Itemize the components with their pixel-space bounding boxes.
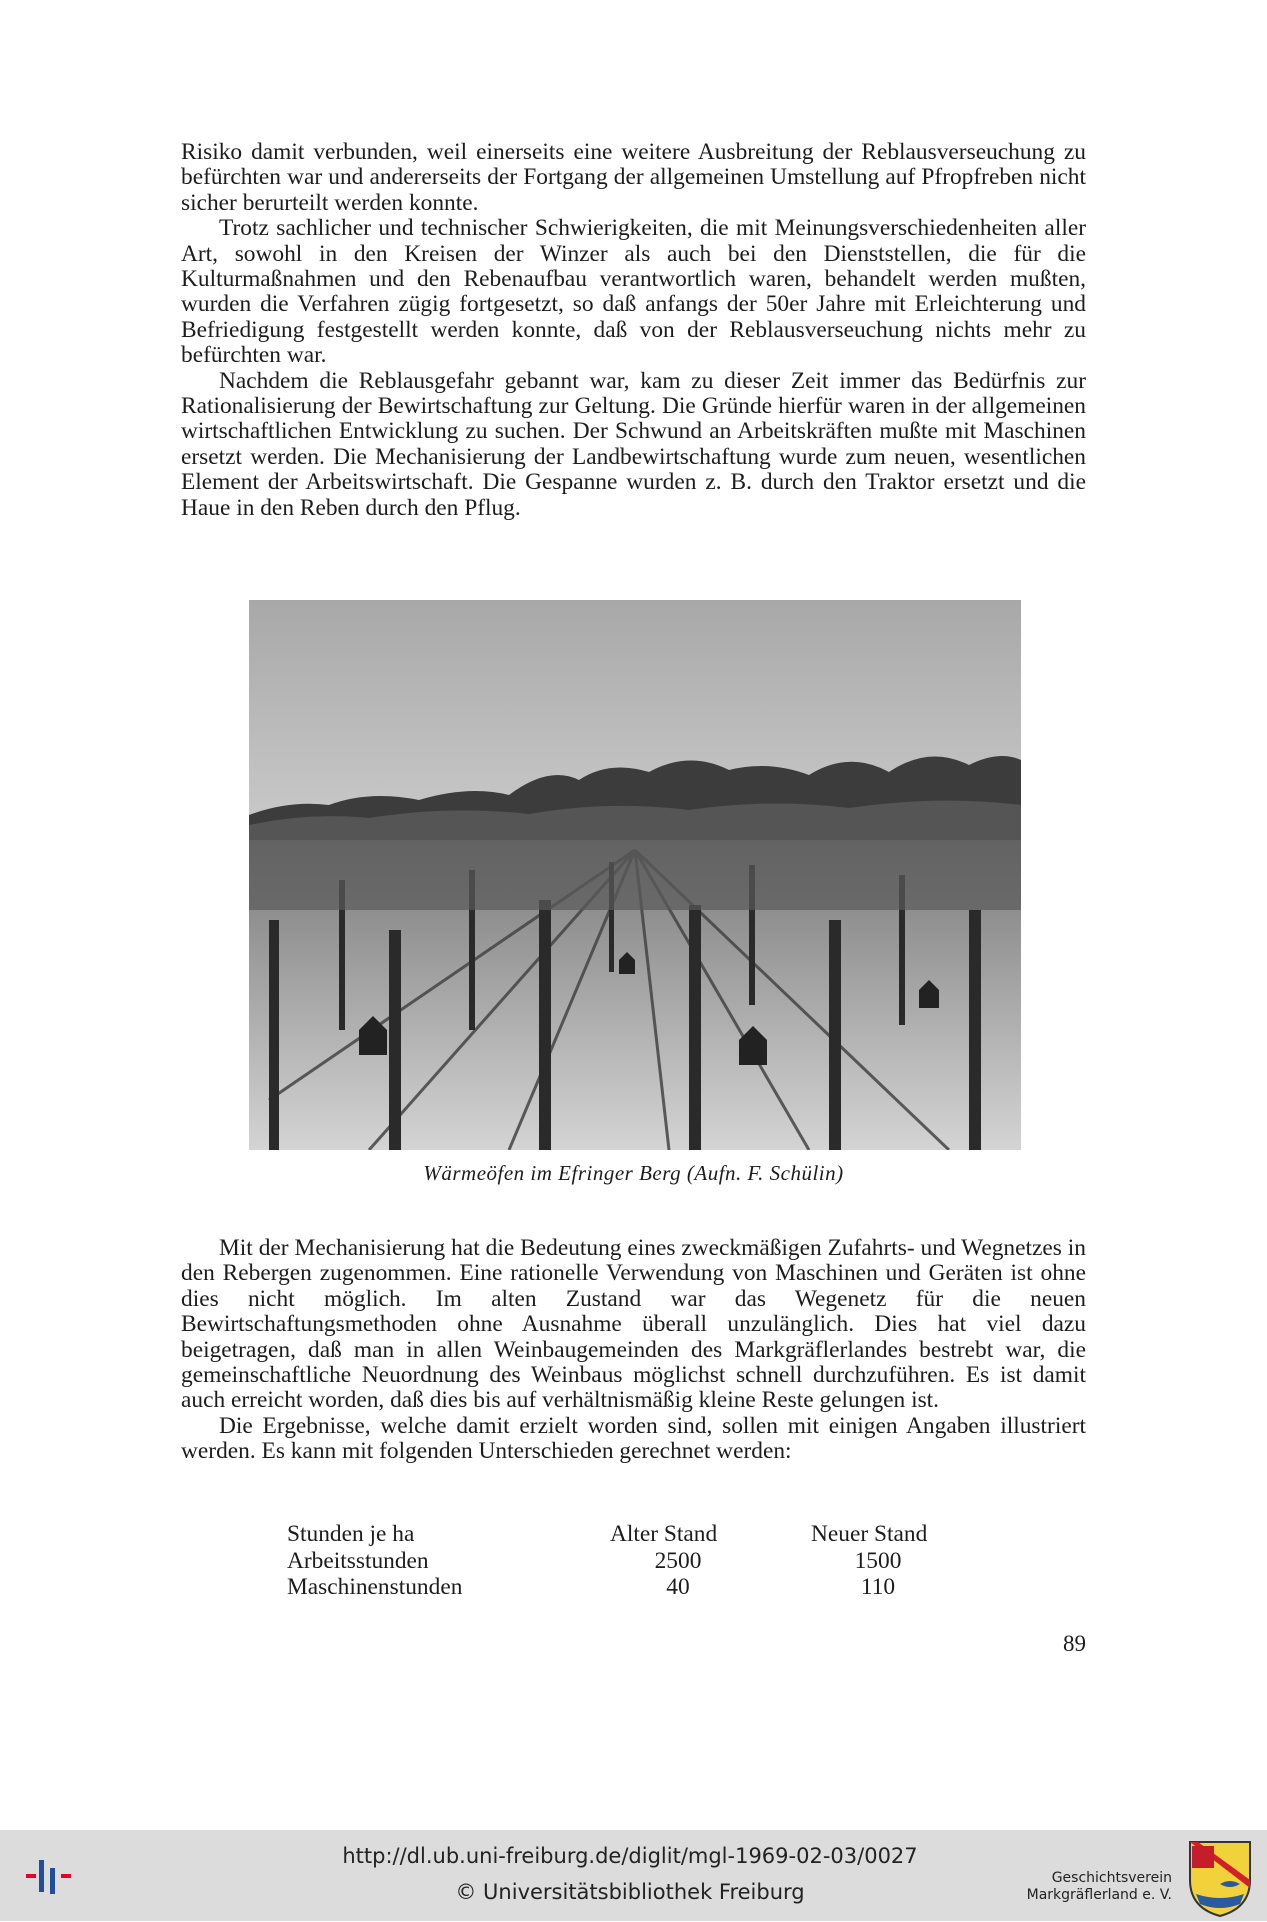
- text-block-top: [181, 140, 1086, 521]
- table-header-cell: Neuer Stand: [811, 1521, 928, 1547]
- table-cell: 110: [860, 1574, 896, 1600]
- society-line: Markgräflerland e. V.: [1026, 1887, 1172, 1903]
- table-row: [287, 1574, 987, 1601]
- footer-bar: [0, 1830, 1267, 1921]
- hours-table: [287, 1521, 987, 1601]
- society-line: Geschichtsverein: [1051, 1870, 1172, 1886]
- copyright-text: © Universitätsbibliothek Freiburg: [455, 1880, 805, 1904]
- paragraph: Mit der Mechanisierung hat die Bedeutung eines zweckmäßigen Zufahrts- und Wegnetzes in den Rebergen zugenommen. Eine rationelle Verwendung von Maschinen und Geräten ist ohne dies nicht möglich. Im alten Zustand war das Wegenetz für die neuen Bewirtschaftungsmethoden ohne Ausnahme überall unzulänglich. Dies hat viel dazu beigetragen, daß man in allen Weinbaugemeinden des Markgräflerlandes bestrebt war, die gemeinschaftliche Neuordnung des Weinbaus möglichst schnell durchzuführen. Es ist damit auch erreicht worden, daß dies bis auf verhältnismäßig kleine Reste gelungen ist.: [181, 1235, 1086, 1414]
- table-header-cell: Stunden je ha: [287, 1521, 415, 1547]
- table-cell: Maschinenstunden: [287, 1574, 463, 1600]
- document-url[interactable]: http://dl.ub.uni-freiburg.de/diglit/mgl-1969-02-03/0027: [342, 1844, 918, 1868]
- table-header-cell: Alter Stand: [610, 1521, 718, 1547]
- page-number: 89: [1063, 1631, 1086, 1656]
- table-cell: 40: [666, 1574, 690, 1600]
- table-cell: 1500: [854, 1547, 902, 1574]
- paragraph: Trotz sachlicher und technischer Schwierigkeiten, die mit Meinungsverschiedenheiten aller Art, sowohl in den Kreisen der Winzer als auch bei den Dienststellen, die für die Kulturmaßnahmen und den Rebenaufbau verantwortlich waren, behandelt werden mußten, wurden die Verfahren zügig fortgesetzt, so daß anfangs der 50er Jahre mit Erleichterung und Befriedigung festgestellt werden konnte, daß von der Reblausverseuchung nichts mehr zu befürchten war.: [181, 215, 1086, 369]
- paragraph: Nachdem die Reblausgefahr gebannt war, kam zu dieser Zeit immer das Bedürfnis zur Rationalisierung der Bewirtschaftung zur Geltung. Die Gründe hierfür waren in der allgemeinen wirtschaftlichen Entwicklung zu suchen. Der Schwund an Arbeitskräften mußte mit Maschinen ersetzt werden. Die Mechanisierung der Landbewirtschaftung wurde zum neuen, wesentlichen Element der Arbeitswirtschaft. Die Gespanne wurden z. B. durch den Traktor ersetzt und die Haue in den Reben durch den Pflug.: [181, 367, 1086, 521]
- paragraph: Risiko damit verbunden, weil einerseits eine weitere Ausbreitung der Reblausverseuchung zu befürchten war und andererseits der Fortgang der allgemeinen Umstellung auf Pfropfreben nicht sicher berurteilt werden konnte.: [181, 139, 1086, 216]
- paragraph: Die Ergebnisse, welche damit erzielt worden sind, sollen mit einigen Angaben illustriert werden. Es kann mit folgenden Unterschieden gerechnet werden:: [181, 1412, 1086, 1465]
- table-cell: Arbeitsstunden: [287, 1547, 429, 1574]
- table-cell: 2500: [654, 1547, 702, 1574]
- table-row: [287, 1548, 987, 1575]
- coat-of-arms-icon: [1186, 1838, 1254, 1918]
- figure-caption: Wärmeöfen im Efringer Berg (Aufn. F. Schülin): [423, 1161, 844, 1185]
- society-name: [1012, 1870, 1172, 1904]
- library-logo-icon: [26, 1850, 80, 1902]
- vineyard-photo: [249, 600, 1021, 1150]
- text-block-bottom: [181, 1236, 1086, 1465]
- table-header-row: [287, 1521, 987, 1548]
